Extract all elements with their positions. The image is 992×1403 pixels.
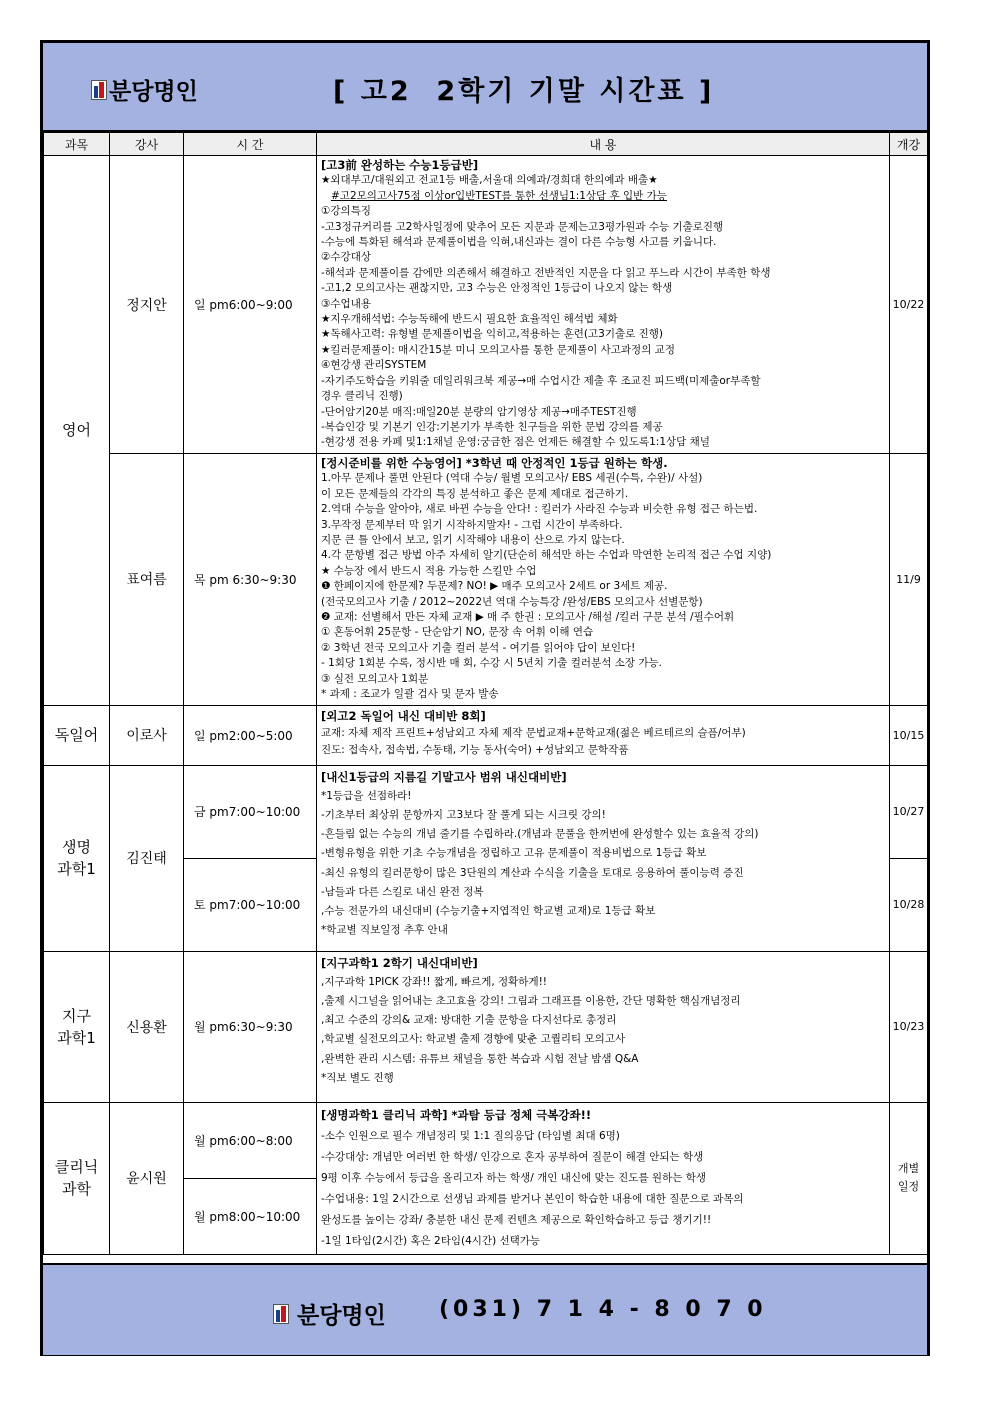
time-lee: 일 pm2:00~5:00 — [184, 705, 317, 765]
content-line: [지구과학1 2학기 내신대비반] — [321, 955, 478, 970]
time-pyo: 목 pm 6:30~9:30 — [184, 454, 317, 706]
schedule-table — [43, 132, 928, 1255]
content-line: 3.무작정 문제부터 막 읽기 시작하지말자! - 그럼 시간이 부족하다. — [321, 518, 623, 531]
content-line: -복습인강 및 기본기 인강:기본기가 부족한 친구들을 위한 문법 강의를 제공 — [321, 420, 663, 433]
footer-brand — [273, 1297, 386, 1330]
content-line: -수능에 특화된 해석과 문제풀이법을 익혀,내신과는 결이 다른 수능형 사고를 키웁니다. — [321, 236, 717, 249]
subject-german: 독일어 — [44, 705, 110, 765]
content-earth — [317, 951, 890, 1102]
content-line: ,출제 시그널을 읽어내는 초고효율 강의! 그림과 그래프를 이용한, 간단 명확한 핵심개념정리 — [321, 994, 741, 1007]
row-earth — [44, 951, 928, 1102]
content-line: -수업내용: 1일 2시간으로 선생님 과제를 받거나 본인이 학습한 내용에 대한 질문으로 과목의 — [321, 1192, 744, 1205]
content-line: [생명과학1 클리닉 과학] *과탐 등급 정체 극복강좌!! — [321, 1107, 592, 1122]
row-english-pyo — [44, 454, 928, 706]
footer-phone: (031) 7 1 4 - 8 0 7 0 — [439, 1297, 767, 1322]
content-line: ② 3학년 전국 모의고사 기출 컬러 분석 - 여기를 읽어야 답이 보인다! — [321, 641, 636, 654]
content-line: 진도: 접속사, 접속법, 수동태, 기능 동사(숙어) +성남외고 문학작품 — [321, 743, 629, 756]
content-line: 완성도를 높이는 강좌/ 충분한 내신 문제 컨텐츠 제공으로 확인학습하고 등급 챙기기!! — [321, 1213, 712, 1226]
open-biology-sat: 10/28 — [890, 858, 928, 951]
content-line: ★외대부고/대원외고 전교1등 배출,서울대 의예과/경희대 한의예과 배출★ — [321, 174, 658, 187]
content-line: ,학교별 실전모의고사: 학교별 출제 경향에 맞춘 고퀄리티 모의고사 — [321, 1033, 626, 1046]
page-title: [ 고2 2학기 기말 시간표 ] — [333, 76, 715, 107]
content-line: [고3前 완성하는 수능1등급반] — [321, 158, 479, 172]
content-line: [정시준비를 위한 수능영어] *3학년 때 안정적인 1등급 원하는 학생. — [321, 456, 668, 470]
brand-logo — [91, 73, 198, 106]
brand-logo-icon — [91, 80, 107, 100]
content-jung — [317, 156, 890, 454]
content-line: ,수능 전문가의 내신대비 (수능기출+지엽적인 학교별 교재)로 1등급 확보 — [321, 904, 656, 917]
open-german: 10/15 — [890, 705, 928, 765]
subject-earth: 지구 과학1 — [44, 951, 110, 1102]
open-earth: 10/23 — [890, 951, 928, 1102]
brand-name: 분당명인 — [109, 79, 198, 105]
content-line: ❶ 한페이지에 한문제? 두문제? NO! ▶ 매주 모의고사 2세트 or 3세트 제공. — [321, 580, 668, 593]
content-line: -고3정규커리를 고2학사일정에 맞추어 모든 지문과 문제는고3평가원과 수능 기출로진행 — [321, 220, 724, 233]
teacher-yoon: 윤시원 — [110, 1102, 184, 1254]
content-pyo — [317, 454, 890, 706]
subject-biology: 생명 과학1 — [44, 765, 110, 951]
content-line: ★ 수능장 에서 반드시 적용 가능한 스킬만 수업 — [321, 564, 537, 577]
content-line: -고1,2 모의고사는 괜찮지만, 고3 수능은 안정적인 1등급이 나오지 않는 학생 — [321, 282, 673, 295]
content-line: ②수강대상 — [321, 251, 371, 264]
content-line: *1등급을 선점하라! — [321, 789, 412, 802]
col-subject: 과목 — [44, 133, 110, 156]
teacher-shin: 신용환 — [110, 951, 184, 1102]
content-line: (전국모의고사 기출 / 2012~2022년 역대 수능특강 /완성/EBS 모의고사 선별문항) — [321, 595, 703, 608]
content-line: ①강의특징 — [321, 205, 371, 218]
content-line: 이 모든 문제들의 각각의 특징 분석하고 좋은 문제 제대로 접근하기. — [321, 487, 629, 500]
time-kim-fri: 금 pm7:00~10:00 — [184, 765, 317, 858]
open-jung: 10/22 — [890, 156, 928, 454]
content-line: 지문 큰 틀 안에서 보고, 읽기 시작해야 내용이 산으로 가지 않는다. — [321, 534, 625, 547]
content-line: ★킬러문제풀이: 매시간15분 미니 모의고사를 통한 문제풀이 사고과정의 교정 — [321, 343, 675, 356]
time-shin: 월 pm6:30~9:30 — [184, 951, 317, 1102]
teacher-kim: 김진태 — [110, 765, 184, 951]
content-line: *학교별 직보일정 추후 안내 — [321, 924, 448, 937]
content-biology — [317, 765, 890, 951]
footer-logo-icon — [273, 1304, 289, 1324]
content-line: -수강대상: 개념만 여러번 한 학생/ 인강으로 혼자 공부하여 질문이 해결 안되는 학생 — [321, 1150, 704, 1163]
content-line: ,지구과학 1PICK 강좌!! 짧게, 빠르게, 정확하게!! — [321, 975, 548, 988]
content-line: ❷ 교재: 선별해서 만든 자체 교재 ▶ 매 주 한권 : 모의고사 /해설 /킬러 구문 분석 /필수어휘 — [321, 611, 735, 624]
content-line: 2.역대 수능을 알아야, 새로 바뀐 수능을 안다! : 킬러가 사라진 수능과 비슷한 유형 접근 하는법. — [321, 503, 758, 516]
content-line: ④현강생 관리SYSTEM — [321, 359, 427, 372]
content-line: 1.아무 문제나 풀면 안된다 (역대 수능/ 월별 모의고사/ EBS 세권(수특, 수완)/ 사설) — [321, 472, 703, 485]
time-yoon-2: 월 pm8:00~10:00 — [184, 1178, 317, 1254]
content-line: #고2모의고사75점 이상or입반TEST를 통한 선생님1:1상담 후 입반 가능 — [331, 189, 667, 202]
teacher-lee: 이로사 — [110, 705, 184, 765]
col-content: 내 용 — [317, 133, 890, 156]
content-line: ★지우개해석법: 수능독해에 반드시 필요한 효율적인 해석법 체화 — [321, 313, 618, 326]
content-line: -남들과 다른 스킬로 내신 완전 정복 — [321, 885, 484, 898]
col-teacher: 강사 — [110, 133, 184, 156]
content-line: ① 혼동어휘 25문항 - 단순암기 NO, 문장 속 어휘 이해 연습 — [321, 626, 594, 639]
content-line: -현강생 전용 카페 및1:1채널 운영:궁금한 점은 언제든 해결할 수 있도록1:1상담 채널 — [321, 436, 710, 449]
open-clinic: 개별 일정 — [890, 1102, 928, 1254]
content-line: ③수업내용 — [321, 297, 371, 310]
content-line: -흔들림 없는 수능의 개념 줄기를 수립하라.(개념과 문풀을 한꺼번에 완성할수 있는 효율적 강의) — [321, 828, 759, 841]
timetable-sheet — [40, 40, 930, 1356]
row-clinic-1 — [44, 1102, 928, 1178]
content-line: -단어암기20분 매직:매일20분 분량의 암기영상 제공→매주TEST진행 — [321, 405, 637, 418]
time-kim-sat: 토 pm7:00~10:00 — [184, 858, 317, 951]
column-header-row — [44, 133, 928, 156]
row-english-jung — [44, 156, 928, 454]
open-pyo: 11/9 — [890, 454, 928, 706]
content-line: -해석과 문제풀이를 감에만 의존해서 해결하고 전반적인 지문을 다 읽고 푸느라 시간이 부족한 학생 — [321, 266, 771, 279]
content-line: ③ 실전 모의고사 1회분 — [321, 672, 429, 685]
time-yoon-1: 월 pm6:00~8:00 — [184, 1102, 317, 1178]
content-clinic — [317, 1102, 890, 1254]
row-german — [44, 705, 928, 765]
content-line: [외고2 독일어 내신 대비반 8회] — [321, 708, 486, 723]
content-line: -자기주도학습을 키워줄 데일리워크북 제공→매 수업시간 제출 후 조교진 피드백(미제출or부족할 — [321, 374, 761, 387]
content-line: -1일 1타임(2시간) 혹은 2타임(4시간) 선택가능 — [321, 1234, 541, 1247]
header-band — [43, 43, 927, 132]
content-line: * 과제 : 조교가 일괄 검사 및 문자 발송 — [321, 688, 499, 701]
content-line: -소수 인원으로 필수 개념정리 및 1:1 질의응답 (타임별 최대 6명) — [321, 1129, 620, 1142]
footer-band — [43, 1263, 927, 1355]
subject-english: 영어 — [44, 156, 110, 706]
col-time: 시 간 — [184, 133, 317, 156]
content-line: -변형유형을 위한 기초 수능개념을 정립하고 고유 문제풀이 적용비법으로 1등급 확보 — [321, 847, 707, 860]
content-german — [317, 705, 890, 765]
col-open: 개강 — [890, 133, 928, 156]
content-line: ,완벽한 관리 시스템: 유튜브 채널을 통한 복습과 시험 전날 밤샘 Q&A — [321, 1052, 639, 1065]
content-line: -최신 유형의 킬러문항이 많은 3단원의 계산과 수식을 기출을 토대로 응용하여 풀이능력 증진 — [321, 866, 744, 879]
row-biology-1 — [44, 765, 928, 858]
open-biology-fri: 10/27 — [890, 765, 928, 858]
teacher-jung: 정지안 — [110, 156, 184, 454]
teacher-pyo: 표여름 — [110, 454, 184, 706]
footer-brand-name: 분당명인 — [297, 1303, 386, 1329]
content-line: 9평 이후 수능에서 등급을 올리고자 하는 학생/ 개인 내신에 맞는 진도를 원하는 학생 — [321, 1171, 706, 1184]
subject-clinic: 클리닉 과학 — [44, 1102, 110, 1254]
content-line: 교재: 자체 제작 프린트+성남외고 자체 제작 문법교재+문학교재(젊은 베르테르의 슬픔/어부) — [321, 726, 746, 739]
content-line: ★독해사고력: 유형별 문제풀이법을 익히고,적용하는 훈련(고3기출로 진행) — [321, 328, 663, 341]
content-line: - 1회당 1회분 수록, 정시반 매 회, 수강 시 5년치 기출 컬러분석 소장 가능. — [321, 657, 662, 670]
content-line: *직보 별도 진행 — [321, 1071, 394, 1084]
content-line: -기초부터 최상위 문항까지 고3보다 잘 풀게 되는 시크릿 강의! — [321, 808, 606, 821]
content-line: ,최고 수준의 강의& 교재: 방대한 기출 문항을 다지선다로 총정리 — [321, 1014, 617, 1027]
time-jung: 일 pm6:00~9:00 — [184, 156, 317, 454]
content-line: 경우 클리닉 진행) — [321, 390, 403, 403]
content-line: [내신1등급의 지름길 기말고사 범위 내신대비반] — [321, 769, 567, 784]
content-line: 4.각 문항별 접근 방법 아주 자세히 알기(단순히 해석만 하는 수업과 막연한 논리적 접근 수업 지양) — [321, 549, 772, 562]
